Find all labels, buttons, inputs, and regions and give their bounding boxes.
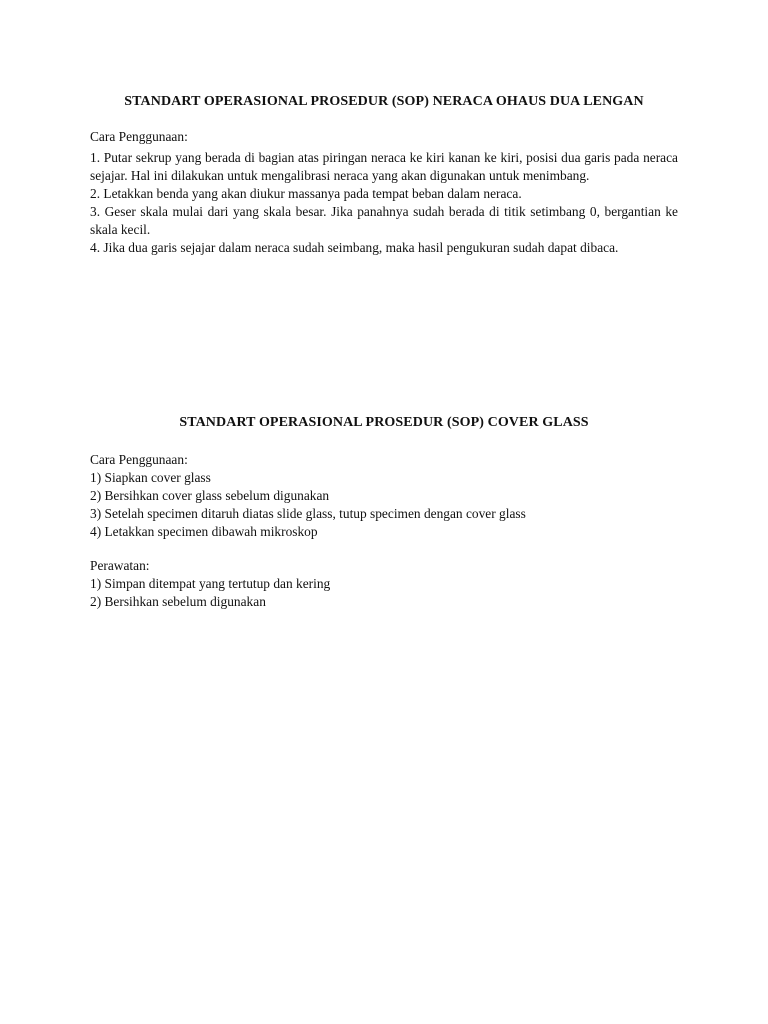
care-label: Perawatan:	[90, 558, 150, 573]
step-item: 3. Geser skala mulai dari yang skala besar. Jika panahnya sudah berada di titik setimbang 0, bergantian ke skala kecil.	[90, 204, 678, 237]
care-step-item: 1) Simpan ditempat yang tertutup dan kering	[90, 576, 331, 591]
section-heading: STANDART OPERASIONAL PROSEDUR (SOP) NERACA OHAUS DUA LENGAN	[124, 94, 644, 109]
step-list	[90, 149, 678, 257]
step-item: 3) Setelah specimen ditaruh diatas slide glass, tutup specimen dengan cover glass	[90, 506, 526, 521]
step-item: 1) Siapkan cover glass	[90, 470, 211, 485]
step-item: 4) Letakkan specimen dibawah mikroskop	[90, 524, 318, 539]
usage-label: Cara Penggunaan:	[90, 452, 188, 467]
care-step-list	[90, 575, 678, 611]
step-list	[90, 469, 678, 541]
step-item: 2) Bersihkan cover glass sebelum digunakan	[90, 488, 330, 503]
section-heading: STANDART OPERASIONAL PROSEDUR (SOP) COVER GLASS	[179, 415, 589, 430]
step-item: 2. Letakkan benda yang akan diukur massanya pada tempat beban dalam neraca.	[90, 186, 522, 201]
step-item: 1. Putar sekrup yang berada di bagian atas piringan neraca ke kiri kanan ke kiri, posisi dua garis pada neraca sejajar. Hal ini dilakukan untuk mengalibrasi neraca yang akan digunakan untuk menimbang.	[90, 150, 678, 183]
care-step-item: 2) Bersihkan sebelum digunakan	[90, 594, 266, 609]
step-item: 4. Jika dua garis sejajar dalam neraca sudah seimbang, maka hasil pengukuran sudah dapat dibaca.	[90, 240, 619, 255]
sop-cover-glass-section	[90, 414, 678, 611]
sop-neraca-section	[90, 93, 678, 257]
usage-label: Cara Penggunaan:	[90, 129, 188, 144]
